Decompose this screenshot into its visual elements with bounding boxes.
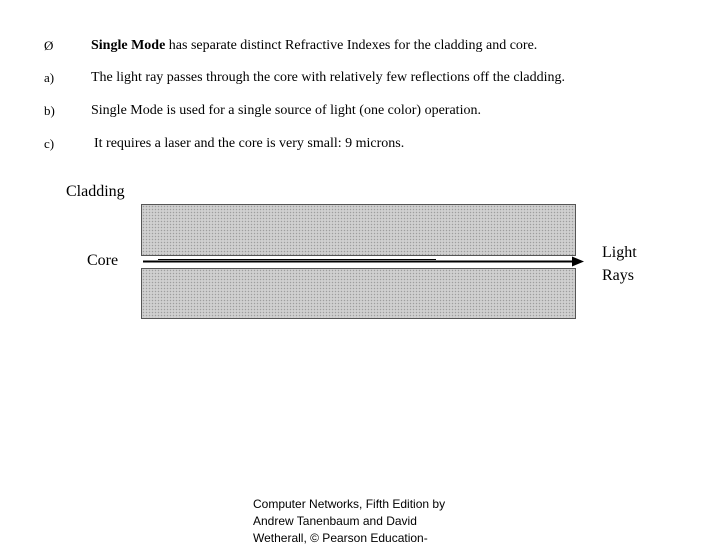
cladding-label: Cladding bbox=[66, 183, 125, 200]
caption-line-1: Computer Networks, Fifth Edition by bbox=[253, 497, 446, 511]
single-mode-term: Single Mode bbox=[91, 38, 166, 53]
arrow-bullet-icon: Ø bbox=[44, 38, 54, 53]
list-marker-a: a) bbox=[44, 70, 55, 85]
list-item-b bbox=[0, 101, 720, 121]
main-bullet-text bbox=[91, 36, 537, 56]
arrowhead-icon bbox=[572, 257, 584, 267]
list-item-text-b: Single Mode is used for a single source of light (one color) operation. bbox=[91, 103, 481, 118]
source-caption bbox=[253, 496, 483, 547]
list-marker-b: b) bbox=[44, 103, 55, 118]
list-item-c bbox=[0, 134, 720, 154]
core-label: Core bbox=[87, 252, 119, 269]
list-marker-c: c) bbox=[44, 136, 55, 151]
lower-cladding bbox=[141, 268, 576, 319]
light-rays-label-line1: Light bbox=[602, 244, 637, 261]
caption-line-3: Wetherall, © Pearson Education- bbox=[253, 531, 428, 545]
main-bullet bbox=[0, 36, 720, 56]
main-bullet-rest: has separate distinct Refractive Indexes for the cladding and core. bbox=[165, 38, 538, 53]
upper-cladding bbox=[141, 204, 576, 256]
list-item-text-c: It requires a laser and the core is very small: 9 microns. bbox=[94, 136, 405, 151]
light-rays-label-line2: Rays bbox=[602, 267, 634, 284]
list-item-text-a: The light ray passes through the core with relatively few reflections off the cladding. bbox=[91, 70, 566, 85]
list-item-a bbox=[0, 68, 720, 88]
caption-line-2: Andrew Tanenbaum and David bbox=[253, 514, 417, 528]
